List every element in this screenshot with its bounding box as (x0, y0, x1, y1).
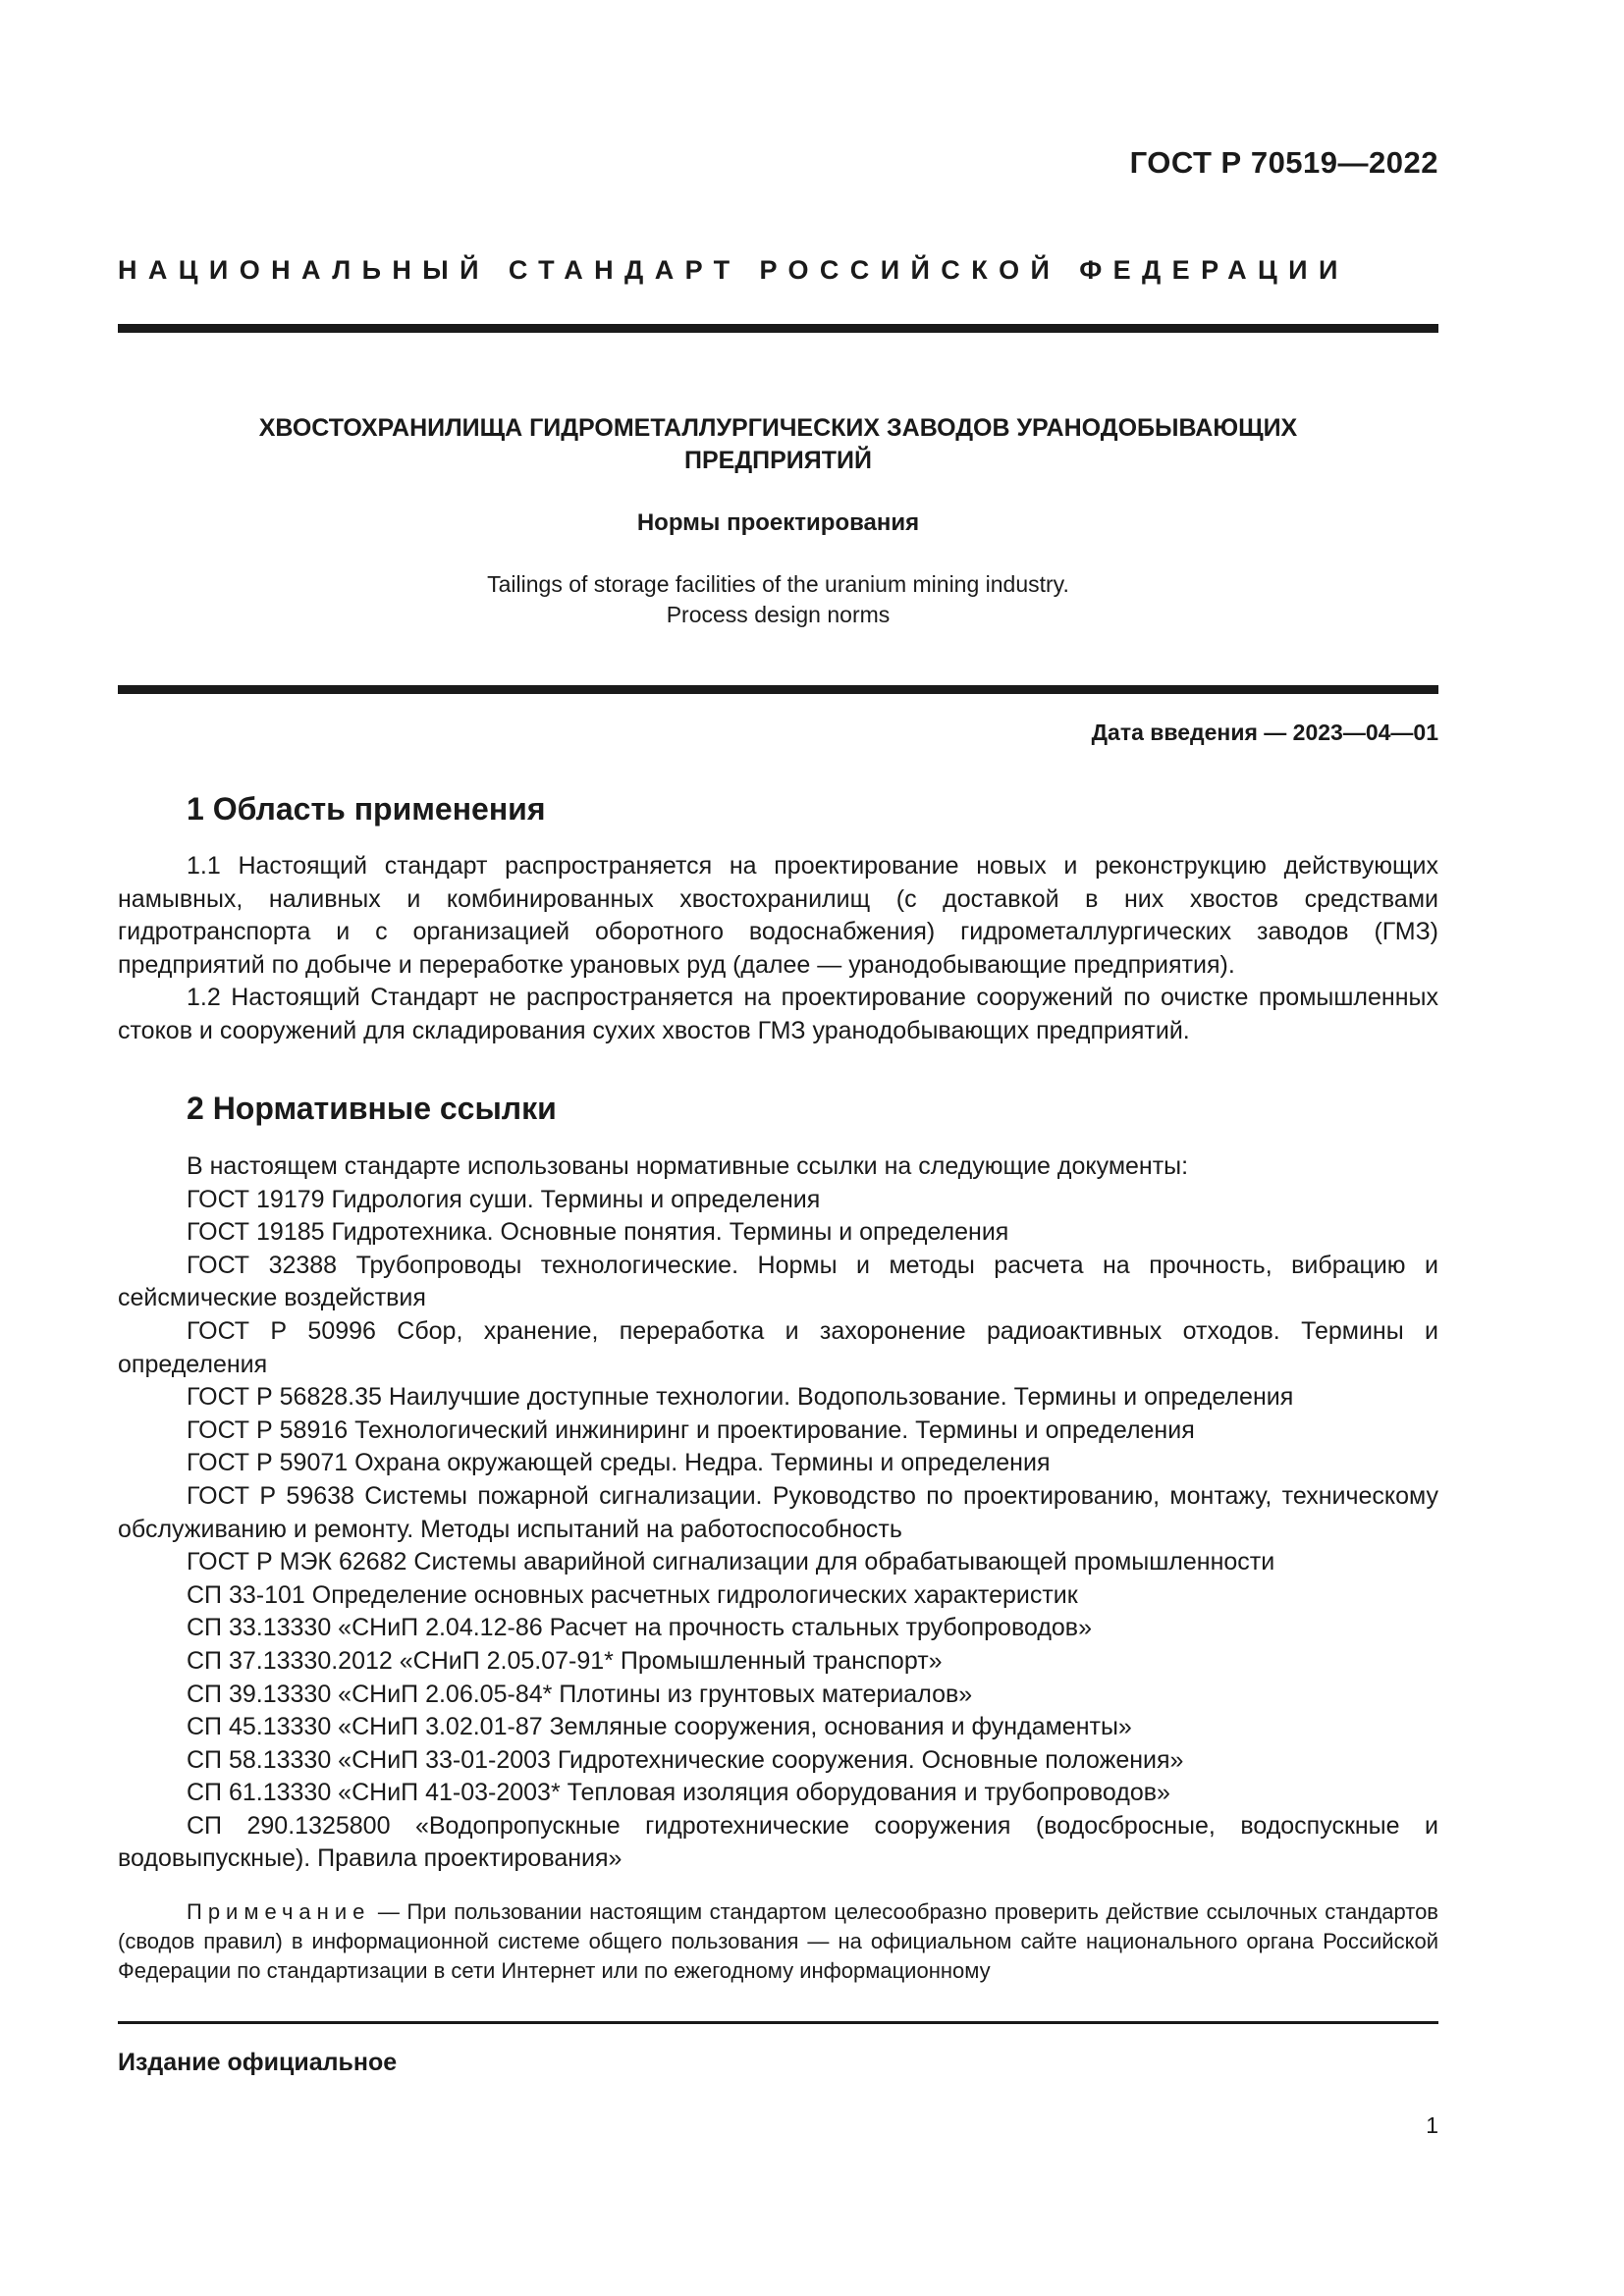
reference-item: ГОСТ Р 59638 Системы пожарной сигнализации. Руководство по проектированию, монтажу, техническому обслуживанию и ремонту. Методы испытаний на работоспособность (118, 1481, 1438, 1543)
section-1-heading: 1 Область применения (187, 791, 546, 827)
references-intro: В настоящем стандарте использованы нормативные ссылки на следующие документы: (187, 1152, 1189, 1180)
reference-item: ГОСТ Р МЭК 62682 Системы аварийной сигнализации для обрабатывающей промышленности (187, 1548, 1275, 1576)
reference-item: СП 290.1325800 «Водопропускные гидротехнические сооружения (водосбросные, водоспускные и водовыпускные). Правила проектирования» (118, 1811, 1438, 1873)
note-paragraph (118, 1897, 1438, 1986)
reference-item: СП 33-101 Определение основных расчетных гидрологических характеристик (187, 1580, 1078, 1609)
normative-references (118, 1150, 1438, 1876)
reference-item: СП 58.13330 «СНиП 33-01-2003 Гидротехнические сооружения. Основные положения» (187, 1745, 1184, 1774)
reference-item: СП 33.13330 «СНиП 2.04.12-86 Расчет на прочность стальных трубопроводов» (187, 1614, 1092, 1642)
introduction-date: Дата введения — 2023—04—01 (1091, 720, 1438, 745)
english-title-line-2: Process design norms (666, 602, 891, 627)
edition-label: Издание официальное (118, 2049, 398, 2076)
paragraph-1-1: 1.1 Настоящий стандарт распространяется на проектирование новых и реконструкцию действующих намывных, наливных и комбинированных хвостохранилищ (с доставкой в них хвостов средствами гидротранспорта и с организацией оборотного водоснабжения) гидрометаллургических заводов (ГМЗ) предприятий по добыче и переработке урановых руд (далее — уранодобывающие предприятия). (118, 852, 1438, 979)
reference-item: ГОСТ Р 56828.35 Наилучшие доступные технологии. Водопользование. Термины и определения (187, 1383, 1294, 1412)
paragraph-1-2: 1.2 Настоящий Стандарт не распространяется на проектирование сооружений по очистке промышленных стоков и сооружений для складирования сухих хвостов ГМЗ уранодобывающих предприятий. (118, 984, 1438, 1044)
reference-item: СП 37.13330.2012 «СНиП 2.05.07-91* Промышленный транспорт» (187, 1646, 943, 1675)
document-title (177, 412, 1380, 477)
footer-rule (118, 2021, 1438, 2024)
reference-item: СП 45.13330 «СНиП 3.02.01-87 Земляные сооружения, основания и фундаменты» (187, 1713, 1132, 1741)
note-text: — При пользовании настоящим стандартом целесообразно проверить действие ссылочных стандартов (сводов правил) в информационной системе общего пользования — на официальном сайте национального органа Российской Федерации по стандартизации в сети Интернет или по ежегодному информационному (118, 1899, 1438, 1983)
title-rule (118, 685, 1438, 694)
note-block (118, 1897, 1438, 1986)
standard-banner: НАЦИОНАЛЬНЫЙ СТАНДАРТ РОССИЙСКОЙ ФЕДЕРАЦИИ (118, 255, 1349, 285)
document-subtitle: Нормы проектирования (636, 509, 920, 536)
reference-item: ГОСТ Р 58916 Технологический инжиниринг и проектирование. Термины и определения (187, 1415, 1195, 1444)
reference-item: СП 39.13330 «СНиП 2.06.05-84* Плотины из грунтовых материалов» (187, 1680, 973, 1708)
document-page (118, 0, 1438, 2296)
reference-item: ГОСТ 19179 Гидрология суши. Термины и определения (187, 1185, 821, 1213)
reference-item: ГОСТ Р 59071 Охрана окружающей среды. Недра. Термины и определения (187, 1449, 1051, 1477)
page-number: 1 (1426, 2112, 1438, 2138)
english-title (118, 569, 1438, 630)
reference-item: ГОСТ 32388 Трубопроводы технологические. Нормы и методы расчета на прочность, вибрацию и сейсмические воздействия (118, 1251, 1438, 1312)
document-code: ГОСТ Р 70519—2022 (1129, 145, 1438, 180)
section-2-heading: 2 Нормативные ссылки (187, 1091, 557, 1126)
english-title-line-1: Tailings of storage facilities of the uranium mining industry. (487, 571, 1069, 597)
title-line-1: ХВОСТОХРАНИЛИЩА ГИДРОМЕТАЛЛУРГИЧЕСКИХ ЗАВОДОВ УРАНОДОБЫВАЮЩИХ (258, 414, 1298, 442)
section-1-body (118, 850, 1438, 1048)
header-rule (118, 324, 1438, 333)
note-label: Примечание (187, 1899, 371, 1924)
title-line-2: ПРЕДПРИЯТИЙ (684, 447, 872, 474)
reference-item: ГОСТ 19185 Гидротехника. Основные понятия. Термины и определения (187, 1218, 1009, 1247)
reference-item: СП 61.13330 «СНиП 41-03-2003* Тепловая изоляция оборудования и трубопроводов» (187, 1779, 1170, 1807)
reference-item: ГОСТ Р 50996 Сбор, хранение, переработка и захоронение радиоактивных отходов. Термины и определения (118, 1316, 1438, 1378)
